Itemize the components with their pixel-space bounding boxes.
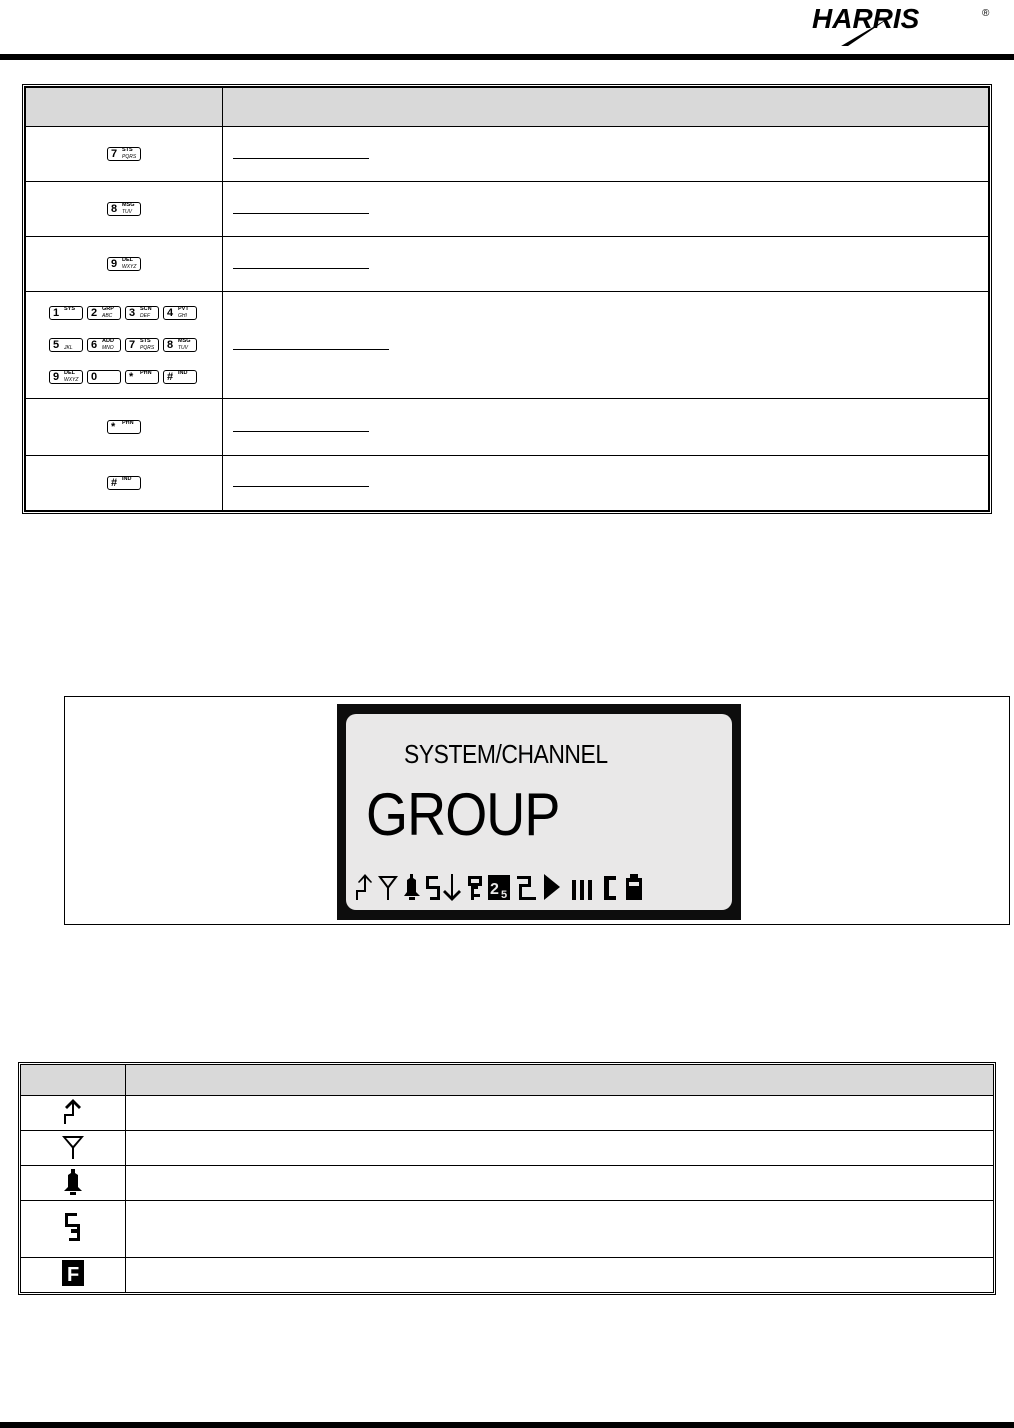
lcd-status-icons <box>354 872 724 902</box>
scan-arrow-icon <box>356 874 372 900</box>
header-description <box>223 87 990 127</box>
pvt-2-icon <box>517 876 536 900</box>
lcd-screen <box>346 714 732 910</box>
display-figure <box>64 696 1010 925</box>
description-underline <box>233 349 389 350</box>
harris-logo <box>800 2 1000 46</box>
keypad-key-icon: 6 ADD MNO <box>87 338 121 352</box>
group-2-icon <box>488 875 510 901</box>
key-8-icon: 8 MSG TUV <box>107 202 141 216</box>
footer-rule <box>0 1422 1014 1428</box>
description-underline <box>233 431 369 432</box>
lcd-line-2: GROUP <box>366 781 560 848</box>
logo-text: HARRIS <box>812 3 920 34</box>
logo-registered-mark: ® <box>982 8 990 19</box>
description-underline <box>233 213 369 214</box>
key-function-table <box>24 86 990 512</box>
signal-bars-icon <box>572 880 592 900</box>
down-arrow-icon <box>443 874 461 901</box>
table-row <box>21 1258 994 1293</box>
bracket-icon <box>604 876 616 900</box>
header-key <box>25 87 223 127</box>
bell-icon <box>63 1167 83 1195</box>
table-header-row <box>25 87 989 127</box>
table-row <box>25 182 989 237</box>
description-underline <box>233 268 369 269</box>
key-icon <box>468 876 482 900</box>
table-row <box>21 1131 994 1166</box>
keypad-key-icon: 1 SYS <box>49 306 83 320</box>
keypad-key-icon: 3 SCN DEF <box>125 306 159 320</box>
key-9-icon: 9 DEL WXYZ <box>107 257 141 271</box>
keypad-key-icon: * PHN <box>125 370 159 384</box>
keypad-key-icon: 0 <box>87 370 121 384</box>
play-icon <box>544 874 560 900</box>
antenna-icon <box>61 1132 85 1160</box>
antenna-icon <box>378 876 398 900</box>
lcd-line-1: SYSTEM/CHANNEL <box>404 739 608 769</box>
description-underline <box>233 486 369 487</box>
battery-icon <box>626 874 642 900</box>
table-row <box>25 456 989 511</box>
header-rule <box>0 54 1014 60</box>
key-7-icon: 7 STS PQRS <box>107 147 141 161</box>
key-star-icon: * PHN <box>107 420 141 434</box>
svg-text:F: F <box>67 1263 80 1286</box>
keypad-grid <box>26 292 222 398</box>
table-header-row <box>21 1065 994 1096</box>
key-pound-icon: # IND <box>107 476 141 490</box>
table-row <box>25 237 989 292</box>
icon-description-table <box>20 1064 994 1293</box>
svg-text:2: 2 <box>490 881 499 898</box>
description-underline <box>233 158 369 159</box>
talkaround-icon <box>63 1211 83 1243</box>
keypad-key-icon: 8 MSG TUV <box>163 338 197 352</box>
table-row <box>25 292 989 399</box>
table-row <box>25 127 989 182</box>
table-row <box>21 1166 994 1201</box>
header-description <box>126 1065 994 1096</box>
keypad-key-icon: 9 DEL WXYZ <box>49 370 83 384</box>
lcd-display <box>337 704 741 920</box>
table-row <box>21 1096 994 1131</box>
keypad-key-icon: 7 STS PQRS <box>125 338 159 352</box>
keypad-key-icon: 5 JKL <box>49 338 83 352</box>
keypad-key-icon: 4 PVT GHI <box>163 306 197 320</box>
talkaround-icon <box>426 876 440 900</box>
bell-icon <box>404 874 420 900</box>
svg-text:5: 5 <box>501 889 508 901</box>
f-box-icon <box>62 1260 84 1286</box>
table-row <box>21 1201 994 1258</box>
keypad-key-icon: 2 GRP ABC <box>87 306 121 320</box>
scan-arrow-icon <box>62 1097 84 1125</box>
table-row <box>25 399 989 456</box>
header-icon <box>21 1065 126 1096</box>
keypad-key-icon: # IND <box>163 370 197 384</box>
